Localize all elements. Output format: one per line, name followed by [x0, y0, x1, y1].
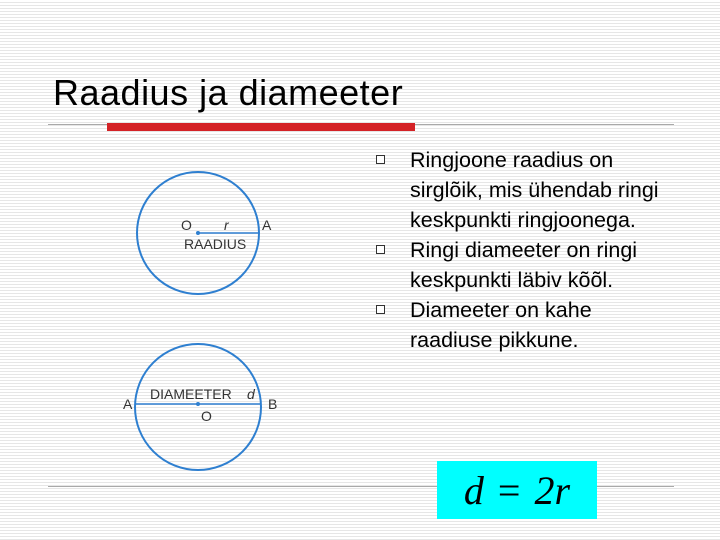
formula-lhs: d [463, 467, 484, 513]
bullet-text: Ringi diameeter on ringi keskpunkti läbiv kõõl. [410, 238, 638, 292]
bullet-list [372, 145, 672, 355]
radius-r-label: r [224, 217, 229, 233]
formula-equals: = [497, 467, 521, 513]
diameter-caption: DIAMEETER [150, 386, 232, 402]
radius-point-label: A [262, 217, 272, 233]
hollow-square-bullet-icon [376, 155, 385, 164]
formula-rhs: 2r [534, 467, 571, 513]
bullet-text: Ringjoone raadius on sirglõik, mis ühendab ringi keskpunkti ringjoonega. [410, 148, 659, 232]
bullet-item [372, 235, 672, 295]
radius-figure [137, 172, 272, 294]
diameter-center-dot [196, 402, 200, 406]
hollow-square-bullet-icon [376, 305, 385, 314]
bullet-item [372, 295, 672, 355]
formula-box [437, 461, 597, 519]
bullet-text: Diameeter on kahe raadiuse pikkune. [410, 298, 592, 352]
diameter-center-label: O [201, 408, 212, 424]
diameter-d-label: d [247, 386, 255, 402]
diameter-figure [123, 344, 277, 470]
diameter-left-label: A [123, 396, 133, 412]
radius-center-dot [196, 231, 200, 235]
diameter-circle [135, 344, 261, 470]
diameter-right-label: B [268, 396, 278, 412]
radius-center-label: O [181, 217, 192, 233]
hollow-square-bullet-icon [376, 245, 385, 254]
radius-caption: RAADIUS [184, 236, 247, 252]
slide-title: Raadius ja diameeter [53, 72, 404, 113]
bullet-item [372, 145, 672, 235]
